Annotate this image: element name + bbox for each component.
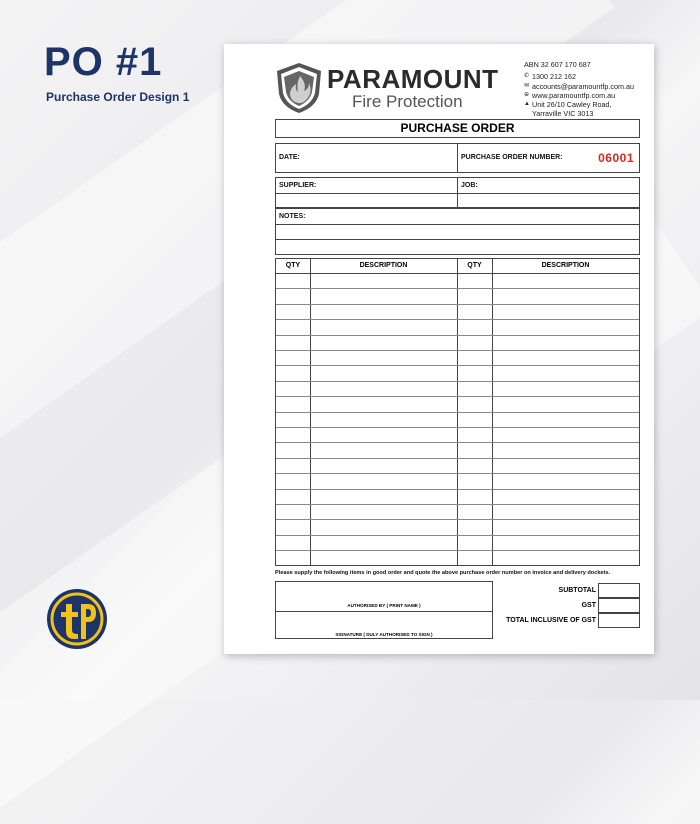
- web-text: www.paramountfp.com.au: [532, 90, 616, 100]
- description-header-2: DESCRIPTION: [541, 262, 590, 269]
- brand-tagline: Fire Protection: [352, 92, 463, 111]
- items-table: [275, 258, 640, 566]
- total-field: [598, 613, 640, 628]
- table-row-line: [276, 519, 639, 520]
- address-line2: Yarraville VIC 3013: [532, 109, 594, 119]
- po-subheading: Purchase Order Design 1: [46, 90, 190, 104]
- signature-label: SIGNATURE ( DULY AUTHORISED TO SIGN ): [335, 632, 433, 637]
- form-title: PURCHASE ORDER: [275, 119, 640, 138]
- table-row-line: [276, 550, 639, 551]
- footer-note: Please supply the following items in good order and quote the above purchase order number on invoice and delivery dockets.: [275, 570, 611, 576]
- brand-name: PARAMOUNT: [327, 64, 499, 94]
- shield-flame-icon: [276, 62, 322, 114]
- supplier-label: SUPPLIER:: [279, 182, 317, 189]
- qty-header-2: QTY: [467, 262, 482, 269]
- date-label: DATE:: [279, 154, 300, 161]
- email-text: accounts@paramountfp.com.au: [532, 81, 634, 91]
- contact-details: [524, 60, 634, 119]
- table-row-line: [276, 473, 639, 474]
- table-row-line: [276, 273, 639, 274]
- table-row-line: [276, 350, 639, 351]
- table-row-line: [276, 535, 639, 536]
- notes-label: NOTES:: [279, 213, 306, 220]
- table-row-line: [276, 458, 639, 459]
- phone-icon: ✆: [524, 73, 530, 80]
- table-row-line: [276, 427, 639, 428]
- phone-text: 1300 212 162: [532, 72, 576, 82]
- table-row-line: [276, 319, 639, 320]
- authorised-by-label: AUTHORISED BY ( PRINT NAME ): [347, 603, 421, 608]
- date-po-row: [275, 143, 640, 173]
- table-row-line: [276, 335, 639, 336]
- table-row-line: [276, 504, 639, 505]
- table-row-line: [276, 288, 639, 289]
- table-row-line: [276, 365, 639, 366]
- address-line1: Unit 26/10 Cawley Road,: [532, 100, 612, 110]
- location-icon: ▲: [524, 101, 530, 108]
- subtotal-label: SUBTOTAL: [558, 587, 596, 594]
- qty-header-1: QTY: [285, 262, 301, 269]
- tfp-logo-icon: [46, 588, 108, 650]
- table-row-line: [276, 396, 639, 397]
- po-number-label: PURCHASE ORDER NUMBER:: [461, 154, 563, 161]
- gst-field: [598, 598, 640, 613]
- po-heading: PO #1: [44, 40, 163, 84]
- po-number: 06001: [598, 151, 634, 165]
- job-label: JOB:: [461, 182, 478, 189]
- email-icon: ✉: [524, 82, 530, 89]
- table-row-line: [276, 381, 639, 382]
- abn-text: ABN 32 607 170 687: [524, 60, 591, 69]
- notes-section: [275, 208, 640, 255]
- table-row-line: [276, 489, 639, 490]
- web-icon: ⊕: [524, 91, 530, 98]
- table-row-line: [276, 442, 639, 443]
- purchase-order-sheet: [224, 44, 654, 654]
- description-header-1: DESCRIPTION: [359, 262, 408, 269]
- supplier-job-row: [275, 177, 640, 208]
- table-row-line: [276, 304, 639, 305]
- subtotal-field: [598, 583, 640, 598]
- authorisation-box: [275, 581, 493, 639]
- total-label: TOTAL INCLUSIVE OF GST: [506, 617, 596, 624]
- table-row-line: [276, 412, 639, 413]
- gst-label: GST: [581, 602, 596, 609]
